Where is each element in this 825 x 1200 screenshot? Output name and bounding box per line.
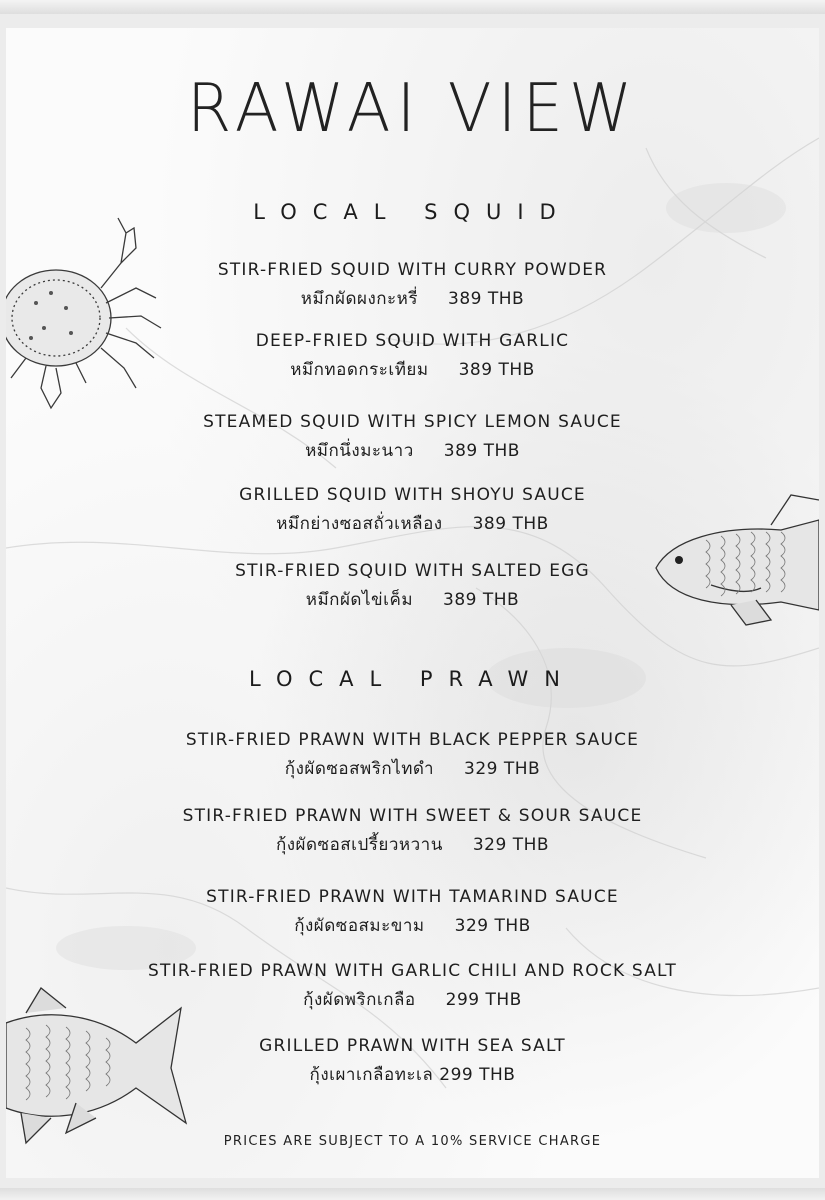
item-price: 389 THB: [443, 590, 520, 610]
item-price: 329 THB: [454, 916, 531, 936]
next-page-edge: [0, 1188, 825, 1200]
item-name-th: หมึกทอดกระเทียม: [290, 360, 429, 380]
item-name-en: STIR-FRIED PRAWN WITH SWEET & SOUR SAUCE: [182, 806, 643, 826]
item-price: 299 THB: [445, 990, 522, 1010]
menu-item: [6, 957, 819, 1015]
service-charge-note: PRICES ARE SUBJECT TO A 10% SERVICE CHARGE: [223, 1134, 602, 1149]
item-price: 389 THB: [472, 514, 549, 534]
item-name-th: กุ้งผัดซอสพริกไทดำ: [284, 759, 434, 779]
item-name-th: กุ้งผัดซอสมะขาม: [294, 916, 425, 936]
item-name-th: หมึกนึ่งมะนาว: [305, 441, 414, 461]
menu-item: [6, 327, 819, 385]
item-name-en: STIR-FRIED SQUID WITH CURRY POWDER: [217, 260, 608, 280]
item-name-en: DEEP-FRIED SQUID WITH GARLIC: [255, 331, 570, 351]
item-price: 389 THB: [458, 360, 535, 380]
item-name-en: STIR-FRIED PRAWN WITH BLACK PEPPER SAUCE: [185, 730, 640, 750]
item-name-th: หมึกผัดไข่เค็ม: [305, 590, 414, 610]
item-name-th: หมึกย่างซอสถั่วเหลือง: [276, 514, 443, 534]
item-name-th: กุ้งเผาเกลือทะเล: [309, 1065, 434, 1085]
item-name-en: STIR-FRIED SQUID WITH SALTED EGG: [235, 561, 590, 581]
menu-item: [6, 256, 819, 314]
menu-item: [6, 1032, 819, 1090]
section-heading-prawn: LOCAL PRAWN: [249, 667, 576, 691]
item-price: 389 THB: [443, 441, 520, 461]
menu-item: [6, 883, 819, 941]
item-name-en: STEAMED SQUID WITH SPICY LEMON SAUCE: [203, 412, 622, 432]
item-name-en: GRILLED SQUID WITH SHOYU SAUCE: [239, 485, 586, 505]
item-name-th: กุ้งผัดพริกเกลือ: [303, 990, 416, 1010]
section-heading-squid: LOCAL SQUID: [253, 200, 572, 224]
item-price: 329 THB: [464, 759, 541, 779]
menu-item: [6, 802, 819, 860]
item-price: 299 THB: [439, 1065, 516, 1085]
item-name-th: กุ้งผัดซอสเปรี้ยวหวาน: [275, 835, 443, 855]
crab-illustration: [6, 208, 166, 438]
menu-item: [6, 557, 819, 615]
item-name-en: GRILLED PRAWN WITH SEA SALT: [259, 1036, 566, 1056]
previous-page-edge: [0, 0, 825, 14]
item-name-th: หมึกผัดผงกะหรี่: [300, 289, 419, 309]
menu-item: [6, 481, 819, 539]
item-name-en: STIR-FRIED PRAWN WITH GARLIC CHILI AND ROCK SALT: [148, 961, 677, 981]
item-price: 389 THB: [448, 289, 525, 309]
restaurant-title: RAWAI VIEW: [186, 70, 639, 148]
menu-item: [6, 726, 819, 784]
item-price: 329 THB: [472, 835, 550, 855]
item-name-en: STIR-FRIED PRAWN WITH TAMARIND SAUCE: [206, 887, 619, 907]
menu-item: [6, 408, 819, 466]
menu-card: [6, 28, 819, 1178]
